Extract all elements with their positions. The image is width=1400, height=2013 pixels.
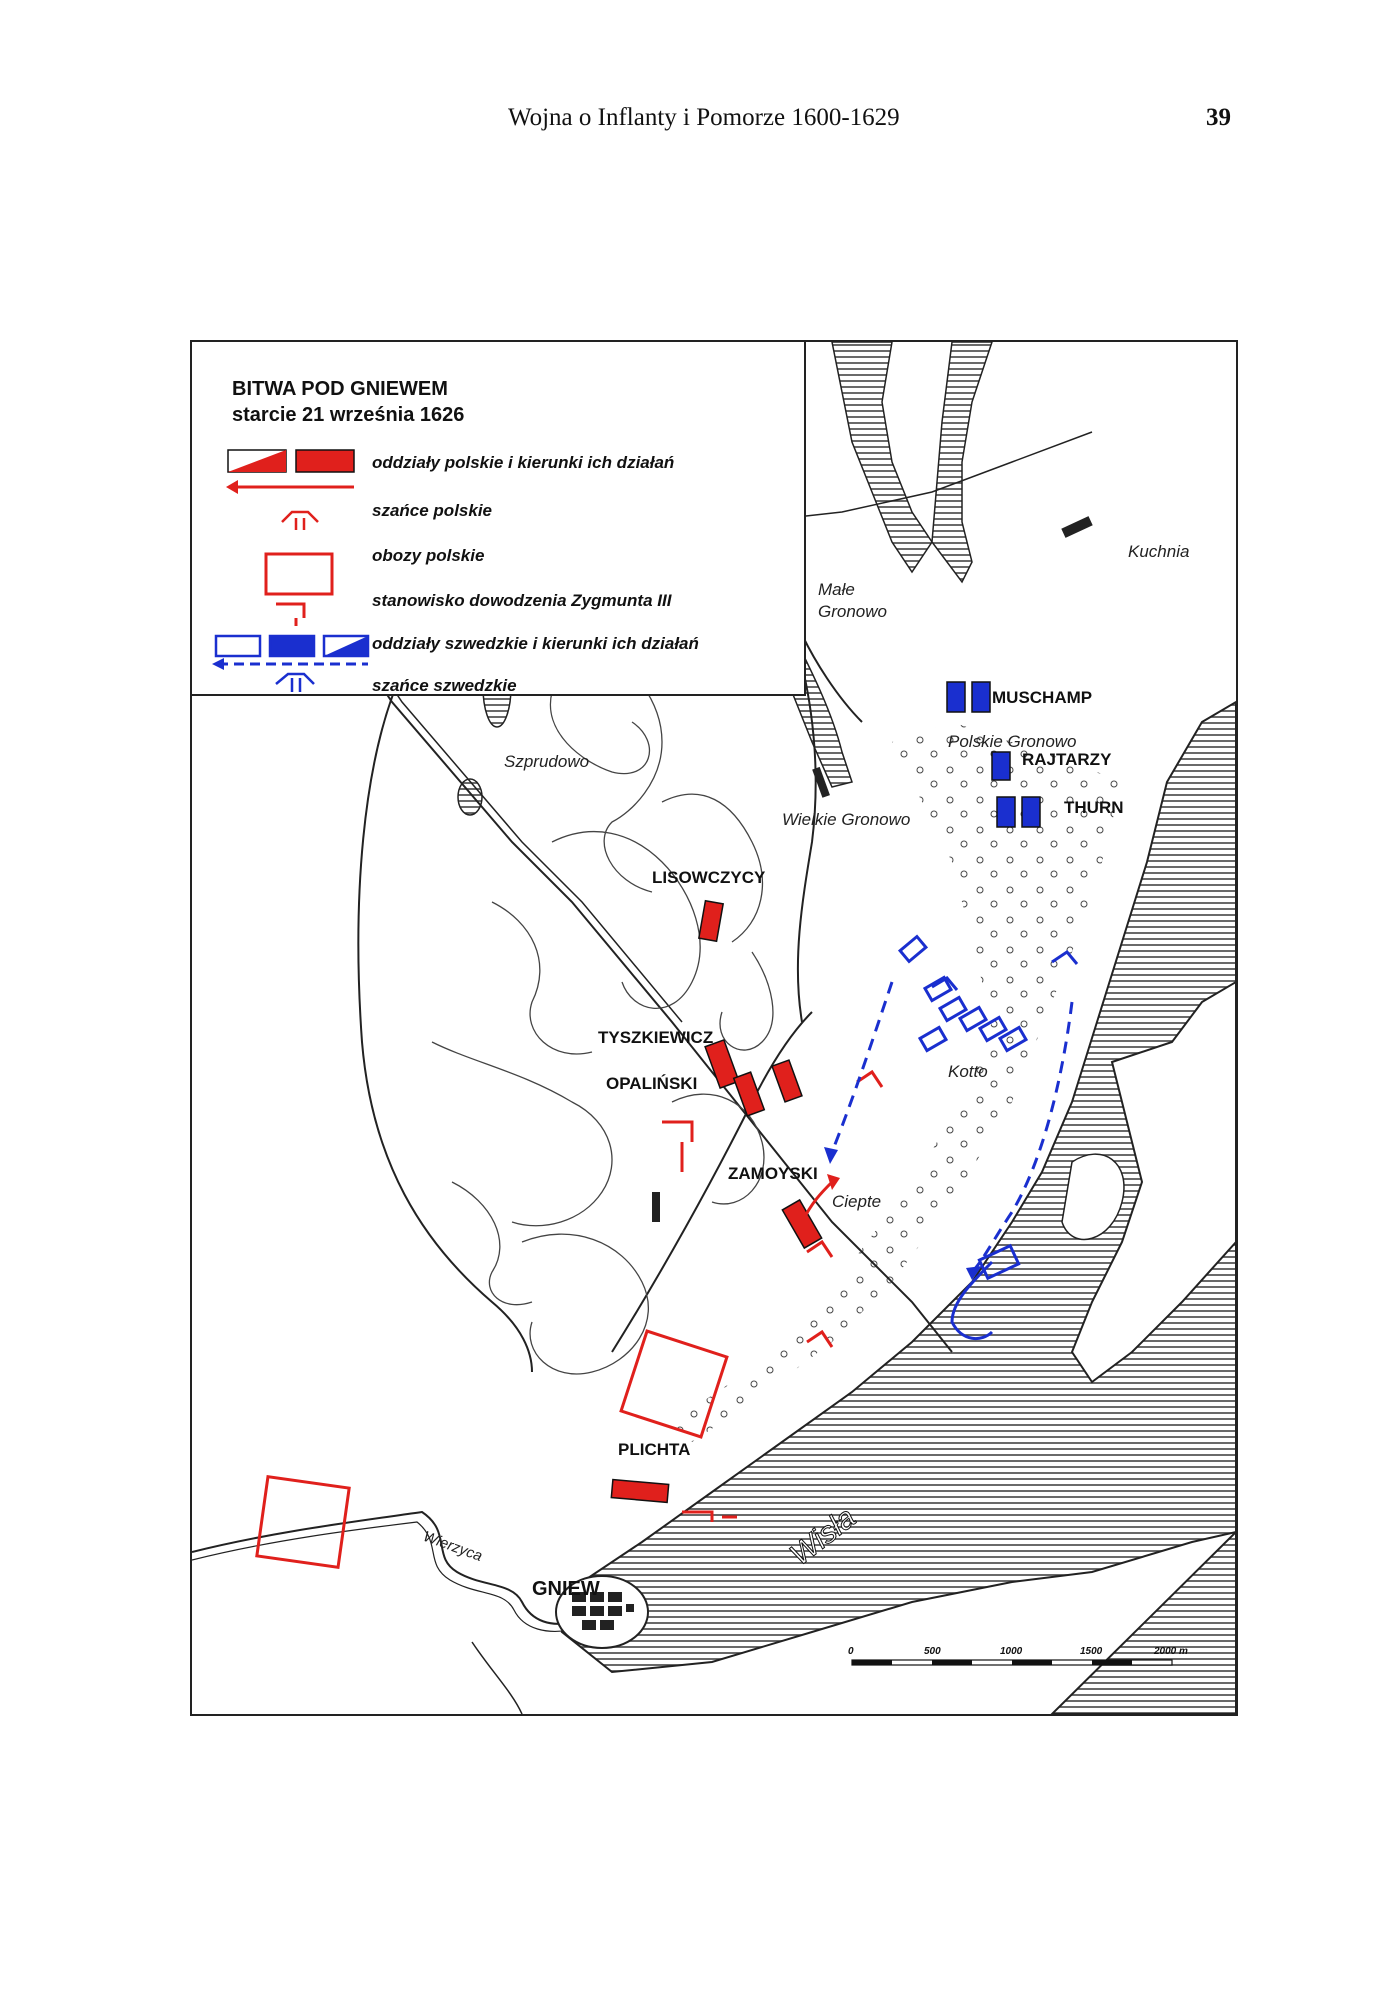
unit-label-thurn: THURN: [1064, 798, 1124, 817]
book-title: Wojna o Inflanty i Pomorze 1600-1629: [508, 104, 900, 131]
legend-subtitle: starcie 21 września 1626: [232, 404, 465, 426]
place-label-kotto: Kotto: [948, 1062, 988, 1081]
unit-label-rajtarzy: RAJTARZY: [1022, 750, 1112, 769]
legend-polish-camp: [266, 554, 332, 594]
wierzyca-river: [192, 1512, 572, 1624]
contour-3: [552, 832, 700, 1009]
scale-bar: [852, 1660, 1172, 1665]
river-label-wisla: Wisła: [784, 1501, 862, 1573]
contour-4: [492, 902, 592, 1054]
swedish-advance-arrow: [832, 982, 892, 1152]
unit-label-muschamp: MUSCHAMP: [992, 688, 1093, 707]
place-label-wielkie-gronowo: Wielkie Gronowo: [782, 810, 911, 829]
unit-label-opalinski: OPALIŃSKI: [606, 1074, 698, 1093]
legend-swedish-unit-symbol: [216, 636, 260, 656]
place-label-szprudowo: Szprudowo: [504, 752, 590, 771]
contour-5: [432, 1042, 612, 1226]
unit-label-zamoyski: ZAMOYSKI: [728, 1164, 818, 1183]
unit-label-plichta: PLICHTA: [618, 1440, 691, 1459]
polish-command-post: [662, 1122, 692, 1172]
place-label-ciepte: Ciepte: [832, 1192, 882, 1211]
road-main-2: [362, 642, 682, 1022]
contour-6: [522, 1234, 648, 1374]
river-label-wierzyca: Wierzyca: [420, 1527, 485, 1566]
legend-polish-redoubt: [282, 512, 318, 530]
place-label-gniew: GNIEW: [532, 1578, 600, 1600]
battle-map: [190, 340, 1238, 1716]
scale-label-0: 0: [848, 1646, 854, 1657]
scale-label-1000: 1000: [1000, 1646, 1023, 1657]
place-label-male: Małe: [818, 580, 855, 599]
map-legend: [192, 342, 806, 696]
place-label-polskie-gronowo: Polskie Gronowo: [948, 732, 1077, 751]
place-label-male-gronowo: Gronowo: [818, 602, 887, 621]
page-number: 39: [1206, 104, 1231, 131]
place-label-kuchnia: Kuchnia: [1128, 542, 1190, 561]
legend-label-swedish-units: oddziały szwedzkie i kierunki ich działań: [372, 634, 699, 653]
legend-title: BITWA POD GNIEWEM: [232, 378, 448, 400]
scale-label-2000: 2000 m: [1154, 1646, 1188, 1657]
unit-label-tyszkiewicz: TYSZKIEWICZ: [598, 1028, 714, 1047]
legend-label-polish-units: oddziały polskie i kierunki ich działań: [372, 453, 675, 472]
river-arm-north: [832, 342, 932, 572]
polish-camp-west: [257, 1477, 349, 1568]
contour-9: [720, 952, 773, 1050]
legend-label-command-post: stanowisko dowodzenia Zygmunta III: [372, 591, 672, 610]
road-south: [472, 1642, 522, 1714]
scale-label-1500: 1500: [1080, 1646, 1103, 1657]
legend-label-polish-camps: obozy polskie: [372, 546, 485, 565]
unit-label-lisowczycy: LISOWCZYCY: [652, 868, 766, 887]
contour-10: [452, 1182, 532, 1305]
legend-label-polish-redoubts: szańce polskie: [372, 501, 493, 520]
road-west: [358, 672, 532, 1372]
river-arm-oxbow: [932, 342, 992, 582]
legend-swedish-redoubt: [276, 674, 314, 692]
scale-label-500: 500: [924, 1646, 941, 1657]
legend-command-post: [276, 604, 304, 626]
legend-label-swedish-redoubts: szańce szwedzkie: [372, 676, 517, 695]
